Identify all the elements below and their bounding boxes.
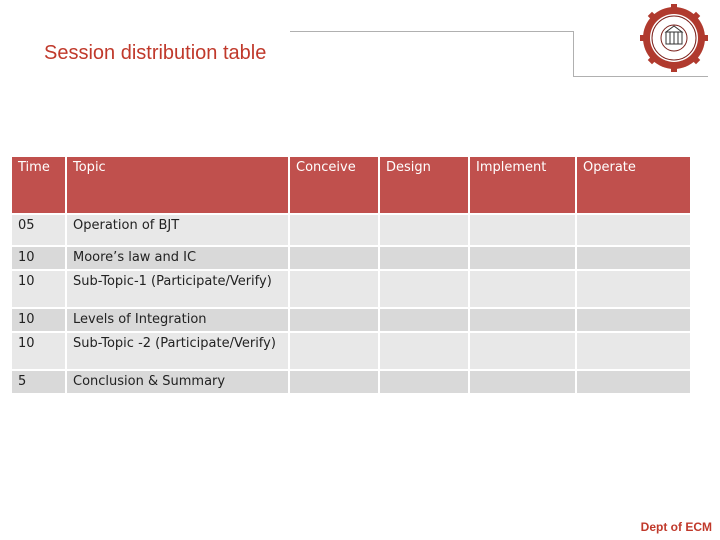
footer-dept: Dept of ECM xyxy=(640,520,712,534)
table-row xyxy=(11,370,691,394)
topic-cell: Sub-Topic-1 (Participate/Verify) xyxy=(66,270,289,308)
header-implement: Implement xyxy=(469,156,576,214)
table-row xyxy=(11,270,691,308)
table-header-row xyxy=(11,156,691,214)
header-time: Time xyxy=(11,156,66,214)
title-rule-vertical xyxy=(573,31,574,77)
operate-cell xyxy=(576,370,691,394)
design-cell xyxy=(379,214,469,246)
operate-cell xyxy=(576,308,691,332)
conceive-cell xyxy=(289,270,379,308)
design-cell xyxy=(379,370,469,394)
implement-cell xyxy=(469,270,576,308)
conceive-cell xyxy=(289,246,379,270)
operate-cell xyxy=(576,246,691,270)
operate-cell xyxy=(576,332,691,370)
header-operate: Operate xyxy=(576,156,691,214)
implement-cell xyxy=(469,246,576,270)
header-design: Design xyxy=(379,156,469,214)
design-cell xyxy=(379,270,469,308)
design-cell xyxy=(379,246,469,270)
conceive-cell xyxy=(289,308,379,332)
implement-cell xyxy=(469,332,576,370)
implement-cell xyxy=(469,308,576,332)
time-cell: 10 xyxy=(11,246,66,270)
topic-cell: Levels of Integration xyxy=(66,308,289,332)
session-table xyxy=(10,155,692,395)
conceive-cell xyxy=(289,214,379,246)
operate-cell xyxy=(576,270,691,308)
time-cell: 10 xyxy=(11,332,66,370)
title-rule-bottom xyxy=(573,76,708,77)
time-cell: 10 xyxy=(11,308,66,332)
table-row xyxy=(11,332,691,370)
table-row xyxy=(11,308,691,332)
time-cell: 10 xyxy=(11,270,66,308)
topic-cell: Operation of BJT xyxy=(66,214,289,246)
slide-title: Session distribution table xyxy=(44,42,267,64)
topic-cell: Moore’s law and IC xyxy=(66,246,289,270)
conceive-cell xyxy=(289,370,379,394)
implement-cell xyxy=(469,214,576,246)
implement-cell xyxy=(469,370,576,394)
operate-cell xyxy=(576,214,691,246)
topic-cell: Sub-Topic -2 (Participate/Verify) xyxy=(66,332,289,370)
title-rule-top xyxy=(290,31,573,32)
table-row xyxy=(11,214,691,246)
design-cell xyxy=(379,332,469,370)
conceive-cell xyxy=(289,332,379,370)
time-cell: 05 xyxy=(11,214,66,246)
university-seal-icon xyxy=(640,4,708,72)
design-cell xyxy=(379,308,469,332)
time-cell: 5 xyxy=(11,370,66,394)
table-row xyxy=(11,246,691,270)
topic-cell: Conclusion & Summary xyxy=(66,370,289,394)
header-conceive: Conceive xyxy=(289,156,379,214)
header-topic: Topic xyxy=(66,156,289,214)
